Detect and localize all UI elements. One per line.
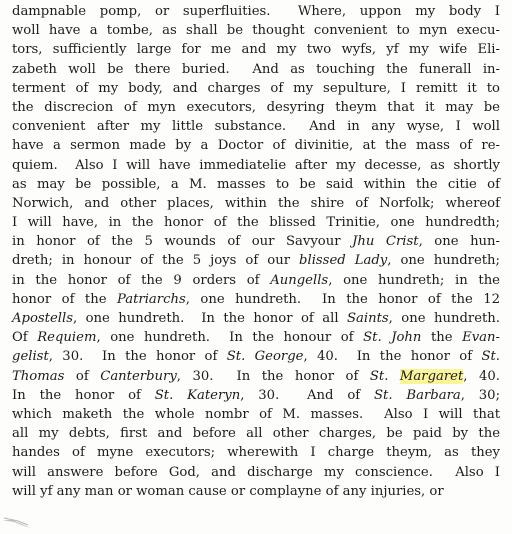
text-line [12, 271, 500, 290]
text-segment: in honor of the 5 wounds of our Savyour [12, 234, 353, 250]
text-segment: St. Kateryn [154, 387, 241, 403]
text-line [12, 213, 500, 232]
text-segment: , 30. And of [240, 387, 375, 403]
text-segment: St. [481, 349, 500, 365]
text-segment: Of [12, 330, 38, 346]
text-segment: , 40. [463, 368, 500, 384]
text-line [12, 175, 500, 194]
text-line [12, 463, 500, 482]
text-segment: the discrecion of myn executors, desyring theym that it may be [12, 99, 500, 115]
text-line [12, 117, 500, 136]
text-segment: convenient after my little substance. And in any wyse, I woll [12, 119, 500, 135]
text-segment: Thomas [12, 368, 65, 384]
text-segment: which maketh the whole nombr of M. masses. Also I will that [12, 406, 500, 422]
text-segment: have a sermon made by a Doctor of divinitie, at the mass of re- [12, 138, 500, 154]
text-segment: Norwich, and other places, within the shire of Norfolk; whereof [12, 195, 500, 211]
text-segment: , 30. In the honor of [176, 368, 370, 384]
text-segment: , one hun- [418, 234, 501, 250]
text-segment: as may be possible, a M. masses to be said within the citie of [12, 176, 500, 192]
text-segment: Jhu Crist [352, 234, 419, 250]
highlighted-word: Margaret [399, 368, 464, 384]
text-segment: Requiem [37, 330, 97, 346]
text-segment: , one hundreth. In the honor of the 12 [185, 291, 500, 307]
text-line [12, 40, 500, 59]
text-segment: of [64, 368, 101, 384]
body-text [12, 2, 500, 501]
text-segment: , 30. In the honor of [48, 349, 227, 365]
text-line [12, 386, 500, 405]
text-line [12, 347, 500, 366]
text-segment: zabeth woll be there buried. And as touching the funerall in- [12, 61, 500, 77]
text-line [12, 443, 500, 462]
text-line [12, 290, 500, 309]
text-segment: will answere before God, and discharge my conscience. Also I [12, 464, 500, 480]
text-segment: handes of myne executors; wherewith I charge theym, as they [12, 445, 500, 461]
text-segment: , one hundreth. In the honour of [96, 330, 364, 346]
text-line [12, 232, 500, 251]
text-segment: quiem. Also I will have immediatelie after my decesse, as shortly [12, 157, 500, 173]
text-segment: gelist [12, 349, 49, 365]
text-segment: will yf any man or woman cause or complayne of any injuries, or [12, 483, 444, 499]
text-line [12, 98, 500, 117]
text-segment: dreth; in honour of the 5 joys of our [12, 253, 300, 269]
text-line [12, 2, 500, 21]
text-segment: all my debts, first and before all other charges, be paid by the [12, 426, 500, 442]
text-segment: the [421, 330, 463, 346]
text-segment: dampnable pomp, or superfluities. Where, uppon my body I [12, 4, 500, 19]
text-segment: St. George [226, 349, 304, 365]
text-segment: , 40. In the honor of [303, 349, 482, 365]
text-line [12, 136, 500, 155]
text-segment: Aungells [270, 272, 329, 288]
text-segment: terment of my body, and charges of my sepulture, I remitt it to [12, 80, 500, 96]
text-line [12, 79, 500, 98]
text-line [12, 309, 500, 328]
text-segment: Patriarchs [116, 291, 186, 307]
text-segment: woll have a tombe, as shall be thought convenient to myn execu- [12, 23, 500, 39]
text-line [12, 405, 500, 424]
text-segment: Evan- [462, 330, 500, 346]
margin-smudge-icon [0, 500, 40, 530]
text-segment: in the honor of the 9 orders of [12, 272, 271, 288]
text-line [12, 482, 500, 501]
text-segment: honor of the [12, 291, 117, 307]
text-segment: blissed Lady [299, 253, 388, 269]
text-line [12, 367, 500, 386]
text-line [12, 156, 500, 175]
text-line [12, 328, 500, 347]
text-segment: In the honor of [12, 387, 155, 403]
text-segment: Saints [346, 311, 389, 326]
text-line [12, 21, 500, 40]
text-line [12, 194, 500, 213]
text-segment: , one hundreth; [387, 253, 500, 269]
text-segment: St. John [363, 330, 422, 346]
text-segment: Canterbury [100, 368, 177, 384]
text-segment: Apostells [12, 311, 73, 326]
text-line [12, 60, 500, 79]
text-segment: , 30; [460, 387, 501, 403]
text-segment: St. [369, 368, 400, 384]
text-segment: St. Barbara [374, 387, 461, 403]
text-line [12, 424, 500, 443]
text-segment: , one hundreth. In the honor of all [72, 311, 347, 326]
text-segment: I will have, in the honor of the blissed Trinitie, one hundredth; [12, 215, 500, 231]
text-segment: , one hundreth; in the [328, 272, 500, 288]
text-segment: tors, sufficiently large for me and my two wyfs, yf my wife Eli- [12, 42, 500, 58]
text-segment: , one hundreth. [388, 311, 500, 326]
text-line [12, 251, 500, 270]
